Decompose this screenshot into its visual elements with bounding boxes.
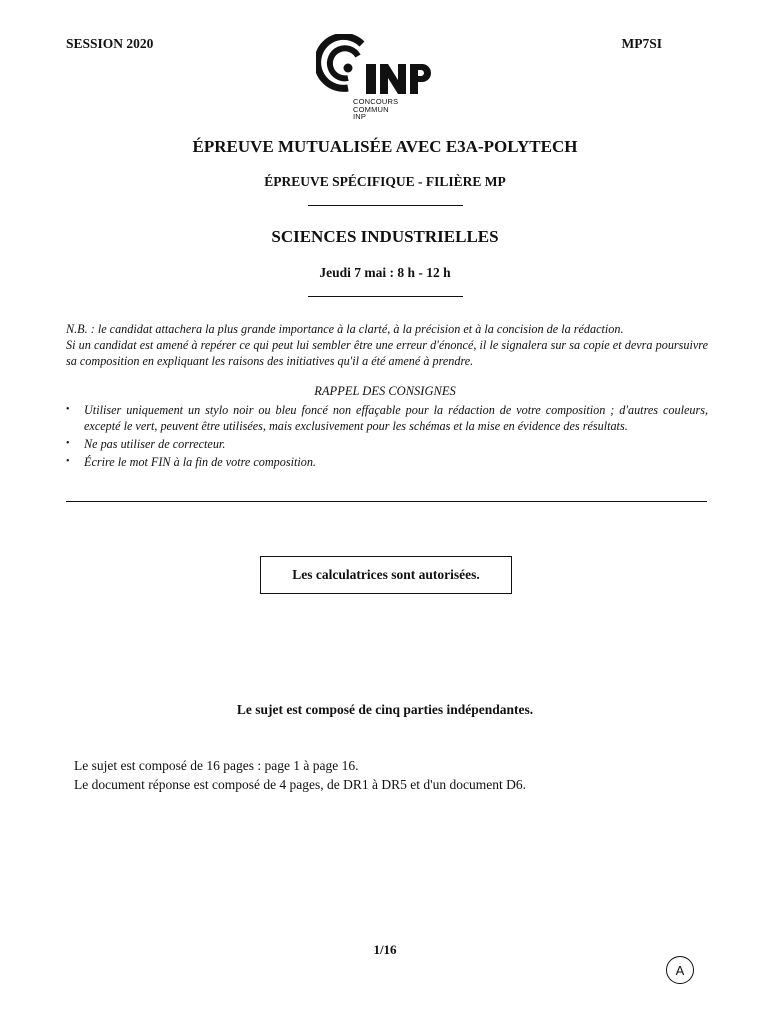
section-divider <box>66 501 707 502</box>
list-item: • Utiliser uniquement un stylo noir ou bleu foncé non effaçable pour la rédaction de votre composition ; d'autres couleurs, excepté le vert, peuvent être utilisées, mais exclusivement pour les schémas et la mise en évidence des résultats. <box>66 402 708 434</box>
session-label: SESSION 2020 <box>66 36 154 51</box>
subject-title: SCIENCES INDUSTRIELLES <box>271 227 499 246</box>
exam-code: MP7SI <box>621 36 662 51</box>
nb-note <box>66 321 708 369</box>
exam-title: ÉPREUVE MUTUALISÉE AVEC E3A-POLYTECH <box>192 137 578 156</box>
consignes-title: RAPPEL DES CONSIGNES <box>314 384 456 398</box>
exam-subtitle: ÉPREUVE SPÉCIFIQUE - FILIÈRE MP <box>264 174 506 189</box>
divider <box>308 296 463 297</box>
logo-caption-line: COMMUN <box>353 104 389 114</box>
info-line: Le sujet est composé de 16 pages : page 1 à page 16. <box>74 758 359 773</box>
document-info <box>74 756 526 794</box>
list-item: • Écrire le mot FIN à la fin de votre composition. <box>66 454 708 470</box>
exam-date: Jeudi 7 mai : 8 h - 12 h <box>319 265 451 280</box>
nb-line: Si un candidat est amené à repérer ce qui peut lui sembler être une erreur d'énoncé, il le signalera sur sa copie et devra poursuivre sa composition en expliquant les raisons des initiatives qu'il a été amené à prendre. <box>66 338 708 368</box>
version-badge <box>666 956 694 984</box>
page-number: 1/16 <box>373 942 397 957</box>
parts-statement: Le sujet est composé de cinq parties indépendantes. <box>236 702 534 717</box>
nb-line: N.B. : le candidat attachera la plus grande importance à la clarté, à la précision et à la concision de la rédaction. <box>66 322 624 336</box>
logo-caption <box>353 98 398 121</box>
version-letter: A <box>675 962 685 978</box>
consignes-list <box>66 402 708 472</box>
logo-caption-line: CONCOURS <box>353 97 399 106</box>
calculators-text: Les calculatrices sont autorisées. <box>292 567 480 582</box>
logo-caption-line: INP <box>353 112 367 122</box>
divider <box>308 205 463 206</box>
list-item: • Ne pas utiliser de correcteur. <box>66 436 708 452</box>
calculators-notice <box>260 556 512 594</box>
info-line: Le document réponse est composé de 4 pages, de DR1 à DR5 et d'un document D6. <box>74 777 526 792</box>
